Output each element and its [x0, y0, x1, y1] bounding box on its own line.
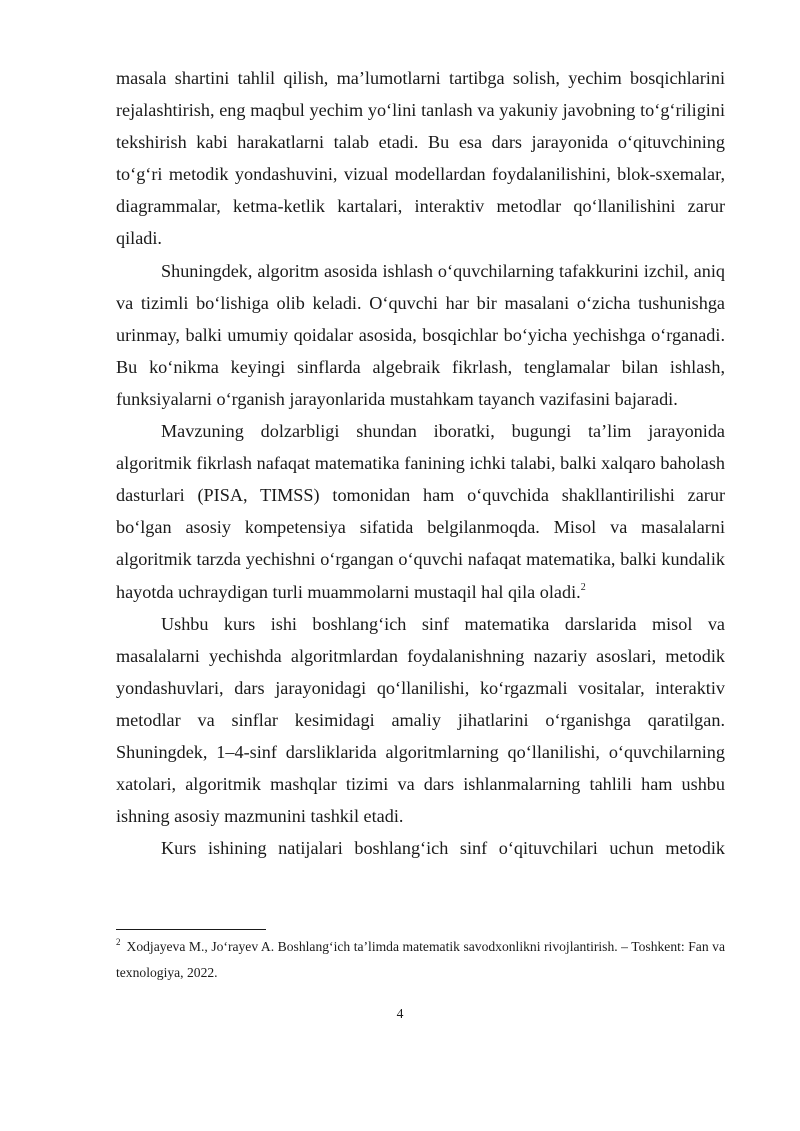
paragraph	[116, 415, 725, 608]
footnote-reference[interactable]: 2	[580, 581, 586, 593]
paragraph-continuation: masala shartini tahlil qilish, ma’lumotlarni tartibga solish, yechim bosqichlarini rejalashtirish, eng maqbul yechim yo‘lini tanlash va yakuniy javobning to‘g‘riligini tekshirish kabi harakatlarni talab etadi. Bu esa dars jarayonida o‘qituvchining to‘g‘ri metodik yondashuvini, vizual modellardan foydalanilishini, blok-sxemalar, diagrammalar, ketma-ketlik kartalari, interaktiv metodlar qo‘llanilishini zarur qiladi.	[116, 68, 725, 249]
paragraph: Ushbu kurs ishi boshlang‘ich sinf matematika darslarida misol va masalalarni yechishda algoritmlardan foydalanishning nazariy asoslari, metodik yondashuvlari, dars jarayonidagi qo‘llanilishi, ko‘rgazmali vositalar, interaktiv metodlar va sinflar kesimidagi amaliy jihatlarini o‘rganishga qaratilgan. Shuningdek, 1–4-sinf darsliklarida algoritmlarning qo‘llanilishi, o‘quvchilarning xatolari, algoritmik mashqlar tizimi va dars ishlanmalarning tahlili ham ushbu ishning asosiy mazmunini tashkil etadi.	[116, 613, 725, 827]
body-text	[116, 62, 725, 864]
footnote	[116, 934, 725, 986]
paragraph: Shuningdek, algoritm asosida ishlash o‘quvchilarning tafakkurini izchil, aniq va tizimli bo‘lishiga olib keladi. O‘quvchi har bir masalani o‘zicha tushunishga urinmay, balki umumiy qoidalar asosida, bosqichlar bo‘yicha yechishga o‘rganadi. Bu ko‘nikma keyingi sinflarda algebraik fikrlash, tenglamalar bilan ishlash, funksiyalarni o‘rganish jarayonlarida mustahkam tayanch vazifasini bajaradi.	[116, 260, 725, 409]
paragraph-text: Mavzuning dolzarbligi shundan iboratki, bugungi ta’lim jarayonida algoritmik fikrlash nafaqat matematika fanining ichki talabi, balki xalqaro baholash dasturlari (PISA, TIMSS) tomonidan ham o‘quvchida shakllantirilishi zarur bo‘lgan asosiy kompetensiya sifatida belgilanmoqda. Misol va masalalarni algoritmik tarzda yechishni o‘rgangan o‘quvchi nafaqat matematika, balki kundalik hayotda uchraydigan turli muammolarni mustaqil hal qila oladi.	[116, 421, 725, 602]
footnote-number: 2	[116, 937, 121, 947]
paragraph-partial: Kurs ishining natijalari boshlang‘ich sinf o‘qituvchilari uchun metodik	[161, 838, 725, 859]
page-number: 4	[396, 1006, 404, 1021]
footnote-separator	[116, 929, 266, 930]
footnote-text: Xodjayeva M., Jo‘rayev A. Boshlang‘ich ta’limda matematik savodxonlikni rivojlantirish. – Toshkent: Fan va texnologiya, 2022.	[116, 939, 725, 980]
